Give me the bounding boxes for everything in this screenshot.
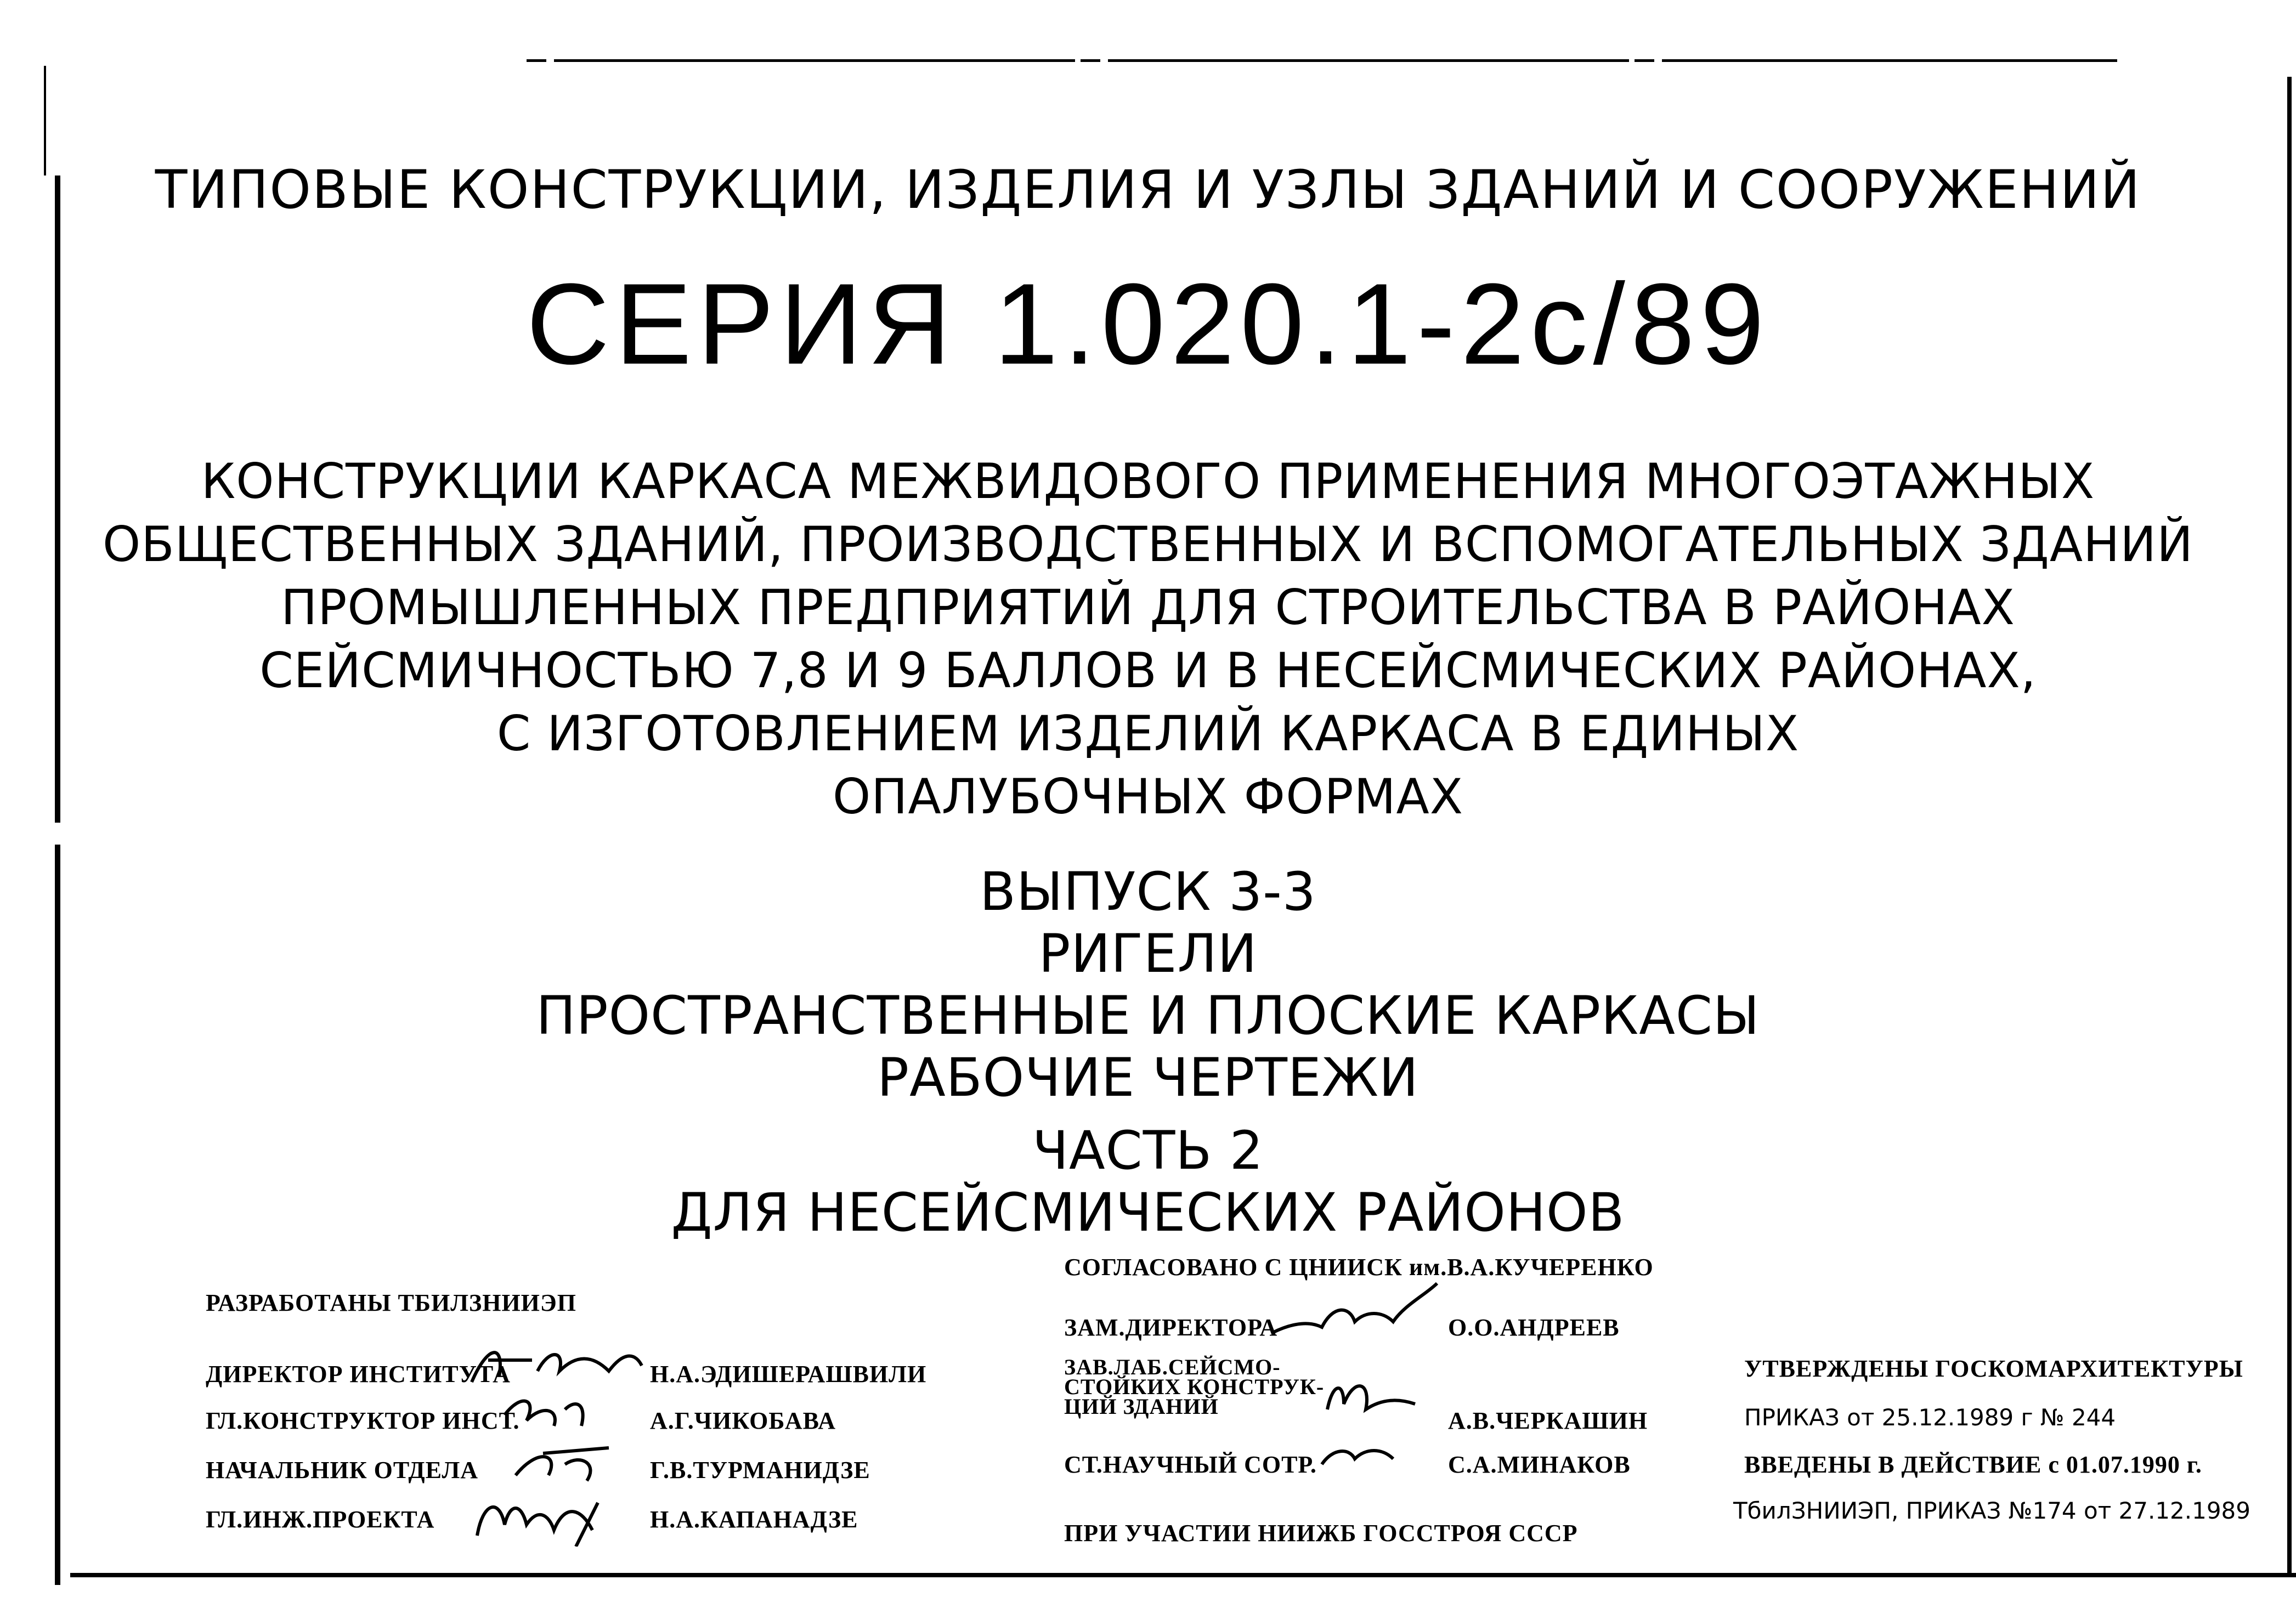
approval-approved: УТВЕРЖДЕНЫ ГОСКОМАРХИТЕКТУРЫ [1744,1355,2243,1382]
description-line: КОНСТРУКЦИИ КАРКАСА МЕЖВИДОВОГО ПРИМЕНЕНИЯ МНОГОЭТАЖНЫХ [201,453,2095,509]
description-block [0,450,2296,828]
issue-title: РИГЕЛИ [1038,923,1258,984]
participation-note: ПРИ УЧАСТИИ НИИЖБ ГОССТРОЯ СССР [1064,1520,1578,1547]
dev-name: Г.В.ТУРМАНИДЗЕ [650,1457,870,1484]
dev-role: НАЧАЛЬНИК ОТДЕЛА [206,1457,479,1484]
agreed-role: ЗАВ.ЛАБ.СЕЙСМО- СТОЙКИХ КОНСТРУК- ЦИЙ ЗДАНИЙ [1064,1355,1325,1419]
dev-name: Н.А.КАПАНАДЗЕ [650,1506,858,1533]
issue-part-title: ДЛЯ НЕСЕЙСМИЧЕСКИХ РАЙОНОВ [671,1182,1625,1243]
description-line: ОБЩЕСТВЕННЫХ ЗДАНИЙ, ПРОИЗВОДСТВЕННЫХ И ВСПОМОГАТЕЛЬНЫХ ЗДАНИЙ [103,516,2193,573]
approval-order: ПРИКАЗ от 25.12.1989 г № 244 [1744,1404,2116,1431]
issue-doc-type: РАБОЧИЕ ЧЕРТЕЖИ [877,1047,1419,1108]
frame-line-bottom [70,1573,2296,1577]
agreed-name: О.О.АНДРЕЕВ [1448,1314,1620,1341]
agreed-name: А.В.ЧЕРКАШИН [1448,1407,1648,1434]
dev-name: А.Г.ЧИКОБАВА [650,1407,836,1434]
series-title: СЕРИЯ 1.020.1-2с/89 [526,259,1770,388]
agreed-role: СТ.НАУЧНЫЙ СОТР. [1064,1451,1317,1478]
dev-name: Н.А.ЭДИШЕРАШВИЛИ [650,1361,927,1388]
approval-institute-order: ТбилЗНИИЭП, ПРИКАЗ №174 от 27.12.1989 [1733,1497,2250,1524]
issue-subtitle: ПРОСТРАНСТВЕННЫЕ И ПЛОСКИЕ КАРКАСЫ [536,985,1760,1046]
issue-number: ВЫПУСК 3-3 [980,861,1316,922]
signatures-developed [466,1338,647,1547]
header-top: ТИПОВЫЕ КОНСТРУКЦИИ, ИЗДЕЛИЯ И УЗЛЫ ЗДАНИЙ И СООРУЖЕНИЙ [155,159,2141,220]
agreed-role: ЗАМ.ДИРЕКТОРА [1064,1314,1278,1341]
developed-label: РАЗРАБОТАНЫ ТБИЛЗНИИЭП [206,1289,576,1316]
dev-role: ДИРЕКТОР ИНСТИТУТА [206,1361,511,1388]
frame-line-top [527,59,2117,62]
approval-effective: ВВЕДЕНЫ В ДЕЙСТВИЕ с 01.07.1990 г. [1744,1451,2202,1478]
description-line: СЕЙСМИЧНОСТЬЮ 7,8 И 9 БАЛЛОВ И В НЕСЕЙСМИЧЕСКИХ РАЙОНАХ, [259,642,2037,699]
agreed-name: С.А.МИНАКОВ [1448,1451,1631,1478]
signatures-agreed [1262,1261,1459,1481]
dev-role: ГЛ.КОНСТРУКТОР ИНСТ. [206,1407,520,1434]
issue-part: ЧАСТЬ 2 [1032,1120,1264,1181]
description-line: ПРОМЫШЛЕННЫХ ПРЕДПРИЯТИЙ ДЛЯ СТРОИТЕЛЬСТВА В РАЙОНАХ [281,579,2015,636]
issue-block [0,861,2296,1244]
description-line: С ИЗГОТОВЛЕНИЕМ ИЗДЕЛИЙ КАРКАСА В ЕДИНЫХ [496,705,1800,762]
description-line: ОПАЛУБОЧНЫХ ФОРМАХ [833,768,1463,825]
dev-role: ГЛ.ИНЖ.ПРОЕКТА [206,1506,435,1533]
agreed-label: СОГЛАСОВАНО С ЦНИИСК им.В.А.КУЧЕРЕНКО [1064,1254,1654,1281]
